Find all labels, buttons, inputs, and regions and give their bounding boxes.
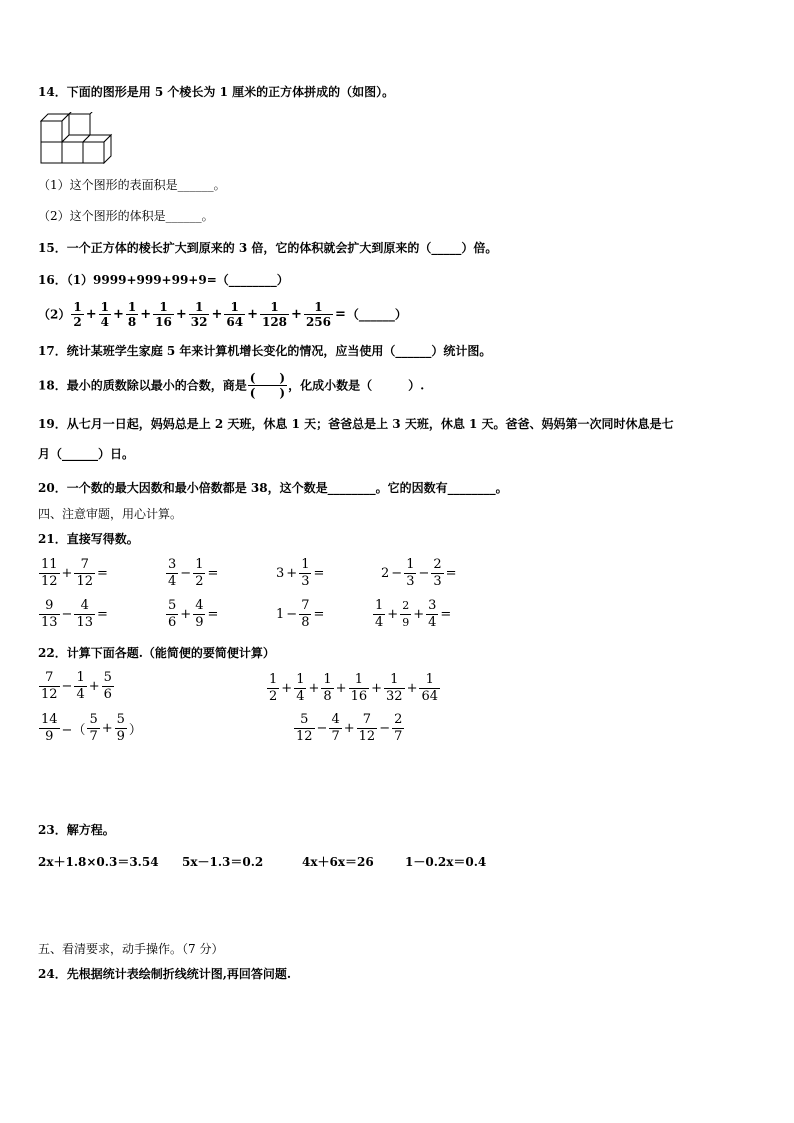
denominator: 12: [296, 729, 313, 744]
equation-1: 2x＋1.8×0.3＝3.54: [38, 855, 159, 869]
numerator: 14: [41, 712, 58, 727]
operator: +: [180, 607, 192, 622]
fraction: [193, 598, 205, 631]
operator: +: [335, 681, 347, 696]
denominator: 9: [45, 729, 54, 744]
denominator: 3: [301, 574, 310, 589]
fraction: [102, 670, 114, 703]
q17-text: 17．统计某班学生家庭 5 年来计算机增长变化的情况，应当使用（______）统计图。: [38, 344, 492, 358]
fraction: [294, 672, 306, 705]
equals: =: [313, 566, 325, 581]
numerator: 1: [419, 672, 440, 689]
denominator: 12: [358, 729, 376, 744]
fraction: [299, 598, 311, 631]
equals: =: [97, 566, 108, 581]
operator: +: [140, 306, 152, 322]
q20-text: 20．一个数的最大因数和最小倍数都是 38，这个数是________。它的因数有________。: [38, 481, 508, 495]
denominator: 12: [41, 687, 58, 702]
denominator: 8: [323, 689, 332, 704]
q23-title: 23．解方程。: [38, 823, 115, 837]
fraction: [115, 712, 127, 745]
denominator: 64: [226, 315, 244, 329]
operator: +: [175, 306, 187, 322]
fraction: [304, 300, 333, 329]
operator: −: [316, 721, 328, 736]
operator: +: [247, 306, 258, 322]
denominator: 13: [41, 615, 58, 630]
equals: =: [440, 607, 452, 622]
denominator: 4: [76, 687, 85, 702]
numerator: 2: [400, 598, 411, 615]
q18-blank-num: ( ): [249, 371, 286, 385]
fraction: [426, 598, 438, 631]
numerator: 4: [331, 712, 340, 727]
fraction: [357, 712, 378, 745]
denominator: 4: [168, 574, 177, 589]
denominator: 2: [269, 689, 278, 704]
numerator: 1: [349, 672, 370, 689]
q16-equals: =: [335, 306, 346, 322]
fraction: [431, 557, 443, 590]
q14-text: 14．下面的图形是用 5 个棱长为 1 厘米的正方体拼成的（如图）。: [38, 85, 395, 99]
fraction: [392, 712, 404, 745]
q16-part1: 16．（1）9999+999+99+9=（________）: [38, 273, 289, 287]
q21-r2-d: [372, 598, 452, 631]
operator: +: [343, 721, 355, 736]
denominator: 8: [301, 615, 310, 630]
denominator: 13: [76, 615, 93, 630]
fraction: [39, 712, 60, 745]
fraction: [294, 712, 315, 745]
operator: +: [286, 566, 298, 581]
equation-3: 4x＋6x＝26: [302, 855, 374, 869]
denominator: 9: [195, 615, 204, 630]
numerator: 4: [195, 598, 204, 613]
numerator: 4: [74, 598, 95, 615]
numerator: 1: [304, 300, 333, 315]
q22-title: 22．计算下面各题.（能简便的要简便计算）: [38, 646, 275, 660]
fraction: [74, 598, 95, 631]
whole-number: 2: [381, 566, 390, 581]
numerator: 1: [269, 672, 278, 687]
denominator: 4: [100, 315, 109, 329]
numerator: 1: [375, 598, 384, 613]
denominator: 16: [350, 689, 368, 704]
numerator: 1: [296, 672, 305, 687]
operator: +: [371, 681, 383, 696]
numerator: 1: [224, 300, 245, 315]
q18-blank-fraction: [248, 371, 287, 400]
q16-fraction-sum: [70, 300, 334, 329]
q14-sub2: （2）这个图形的体积是______。: [38, 209, 214, 223]
denominator: 4: [375, 615, 384, 630]
operator: +: [61, 566, 73, 581]
q15-text: 15．一个正方体的棱长扩大到原来的 3 倍，它的体积就会扩大到原来的（_____）倍。: [38, 241, 498, 255]
fraction: [384, 672, 405, 705]
close-paren: ）: [128, 723, 142, 738]
q21-r1-c: [275, 557, 325, 590]
numerator: 1: [260, 300, 289, 315]
operator: +: [88, 679, 100, 694]
denominator: 4: [428, 615, 437, 630]
numerator: 5: [116, 712, 125, 727]
denominator: 32: [386, 689, 403, 704]
fraction: [166, 598, 178, 631]
numerator: 5: [89, 712, 98, 727]
numerator: 1: [195, 557, 204, 572]
fraction: [267, 672, 279, 705]
numerator: 9: [39, 598, 60, 615]
denominator: 2: [73, 315, 82, 329]
q21-r2-a: [38, 598, 109, 631]
fraction: [39, 557, 60, 590]
denominator: 128: [261, 315, 288, 329]
fraction: [71, 300, 83, 329]
fraction: [260, 300, 289, 329]
section4-title: 四、注意审题，用心计算。: [38, 507, 183, 521]
whole-number: 1: [276, 607, 285, 622]
fraction: [419, 672, 440, 705]
denominator: 16: [155, 315, 172, 329]
fraction: [189, 300, 210, 329]
operator: +: [281, 681, 293, 696]
operator: +: [406, 681, 418, 696]
q21-r2-b: [165, 598, 219, 631]
equals: =: [97, 607, 108, 622]
whole-number: 3: [276, 566, 285, 581]
q21-title: 21．直接写得数。: [38, 532, 139, 546]
denominator: 4: [296, 689, 305, 704]
fraction: [193, 557, 205, 590]
equals: =: [207, 607, 219, 622]
denominator: 3: [433, 574, 442, 589]
equals: =: [445, 566, 457, 581]
numerator: 7: [301, 598, 310, 613]
fraction: [299, 557, 311, 590]
q21-r2-c: [275, 598, 325, 631]
q16-prefix: （2）: [38, 307, 71, 322]
numerator: 7: [39, 670, 60, 687]
fraction: [74, 557, 95, 590]
numerator: 7: [357, 712, 378, 729]
operator: −: [391, 566, 403, 581]
equation-2: 5x－1.3＝0.2: [182, 855, 264, 869]
numerator: 1: [189, 300, 210, 315]
denominator: 256: [305, 315, 332, 329]
q22-expr-3: [38, 712, 143, 745]
denominator: 12: [41, 574, 58, 589]
numerator: 7: [74, 557, 95, 574]
operator: −: [61, 607, 73, 622]
denominator: 7: [89, 729, 98, 744]
operator: −（: [61, 723, 86, 738]
q18-before: 18．最小的质数除以最小的合数，商是: [38, 378, 247, 393]
denominator: 6: [168, 615, 177, 630]
denominator: 8: [127, 315, 137, 329]
q19-line1: 19．从七月一日起，妈妈总是上 2 天班，休息 1 天；爸爸总是上 3 天班，休息 1 天。爸爸、妈妈第一次同时休息是七: [38, 417, 674, 431]
fraction: [87, 712, 99, 745]
denominator: 32: [190, 315, 208, 329]
numerator: 1: [323, 672, 332, 687]
fraction: [373, 598, 385, 631]
operator: +: [85, 306, 97, 322]
fraction: [126, 300, 138, 329]
q22-expr-4: [293, 712, 405, 745]
operator: −: [418, 566, 430, 581]
fraction: [321, 672, 333, 705]
numerator: 1: [384, 672, 405, 689]
denominator: 12: [76, 574, 93, 589]
denominator: 9: [116, 729, 125, 744]
q18-blank-den: ( ): [249, 386, 286, 400]
numerator: 5: [103, 670, 112, 685]
operator: +: [413, 607, 425, 622]
operator: +: [387, 607, 399, 622]
operator: −: [180, 566, 192, 581]
denominator: 7: [331, 729, 340, 744]
operator: +: [101, 721, 113, 736]
numerator: 5: [294, 712, 315, 729]
equals: =: [313, 607, 325, 622]
q18-after: ，化成小数是（ ）.: [288, 378, 425, 393]
fraction: [404, 557, 416, 590]
numerator: 1: [73, 300, 82, 314]
denominator: 3: [406, 574, 415, 589]
fraction: [349, 672, 370, 705]
fraction: [224, 300, 245, 329]
numerator: 1: [76, 670, 85, 685]
operator: +: [211, 306, 223, 322]
denominator: 64: [421, 689, 439, 704]
section5-title: 五、看清要求，动手操作。（7 分）: [38, 942, 224, 956]
numerator: 1: [100, 300, 109, 314]
fraction: [99, 300, 111, 329]
numerator: 1: [153, 300, 174, 315]
q22-expr-1: [38, 670, 115, 703]
q16-answer-blank: （______）: [346, 307, 407, 322]
q21-r1-a: [38, 557, 109, 590]
numerator: 3: [428, 598, 437, 613]
numerator: 1: [127, 300, 137, 314]
denominator: 6: [103, 687, 112, 702]
operator: +: [291, 306, 302, 322]
q21-r1-d: [380, 557, 458, 590]
q24-text: 24．先根据统计表绘制折线统计图,再回答问题.: [38, 967, 292, 981]
equals: =: [207, 566, 219, 581]
denominator: 2: [195, 574, 204, 589]
q21-r1-b: [165, 557, 219, 590]
fraction: [400, 598, 411, 631]
fraction: [39, 670, 60, 703]
operator: −: [286, 607, 298, 622]
numerator: 5: [168, 598, 177, 613]
denominator: 9: [402, 616, 410, 629]
fraction: [74, 670, 86, 703]
q22-expr-2: [266, 672, 441, 705]
equation-4: 1－0.2x＝0.4: [405, 855, 487, 869]
numerator: 2: [394, 712, 403, 727]
fraction: [329, 712, 341, 745]
numerator: 1: [301, 557, 310, 572]
numerator: 3: [168, 557, 177, 572]
operator: +: [308, 681, 320, 696]
q18-line: [38, 366, 424, 405]
operator: +: [112, 306, 124, 322]
fraction: [153, 300, 174, 329]
numerator: 11: [41, 557, 58, 572]
fraction: [166, 557, 178, 590]
q16-part2: [38, 297, 407, 332]
fraction: [39, 598, 60, 631]
numerator: 2: [433, 557, 442, 572]
cube-figure-icon: [40, 112, 120, 164]
denominator: 7: [394, 729, 403, 744]
operator: −: [61, 679, 73, 694]
q14-sub1: （1）这个图形的表面积是______。: [38, 178, 226, 192]
q19-line2: 月（______）日。: [38, 447, 135, 461]
operator: −: [379, 721, 391, 736]
numerator: 1: [406, 557, 415, 572]
